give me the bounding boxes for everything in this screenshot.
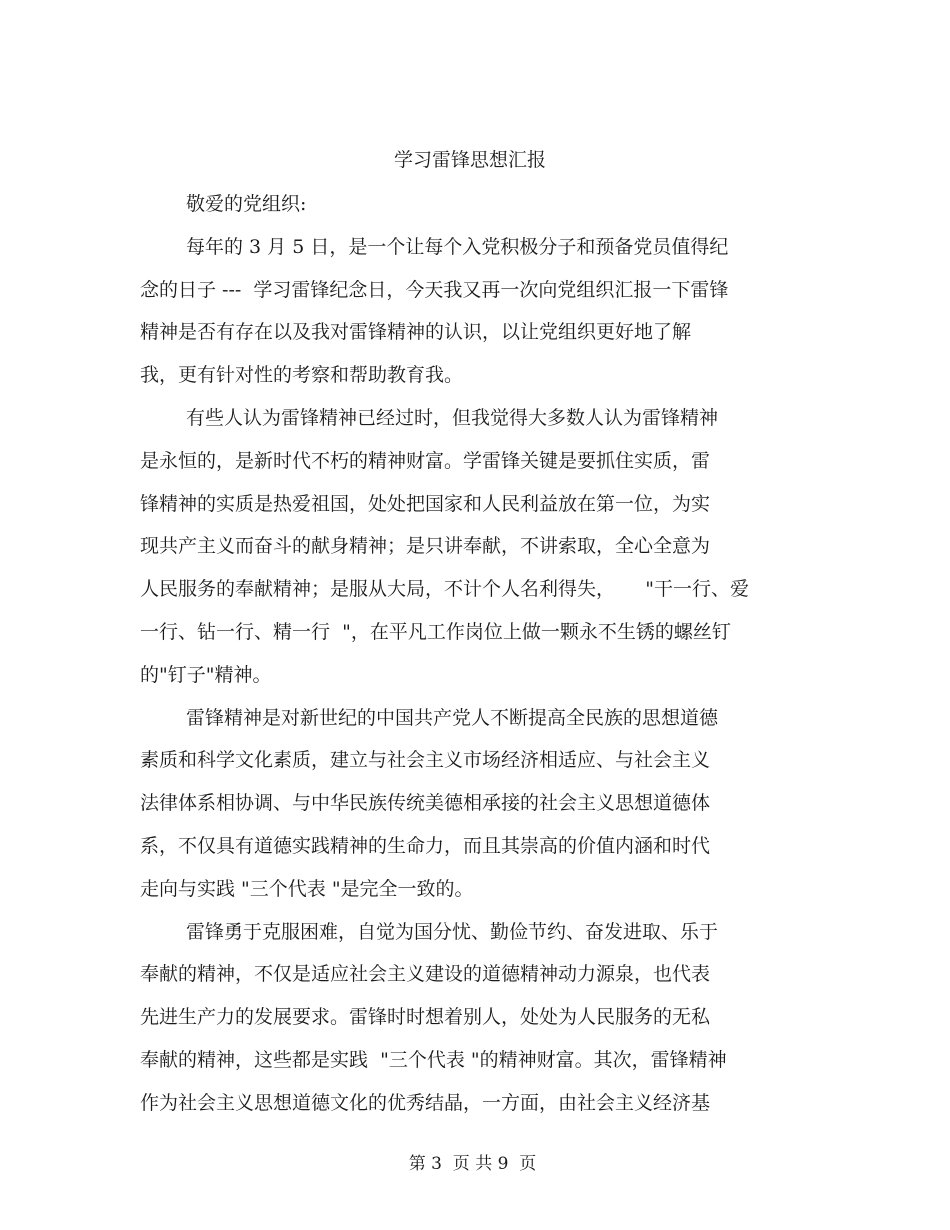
page-number-footer: 第 3 页 共 9 页 [408, 1154, 537, 1174]
body-line: 系，不仅具有道德实践精神的生命力，而且其崇高的价值内涵和时代 [140, 835, 711, 857]
salutation: 敬爱的党组织: [186, 193, 307, 215]
document-title: 学习雷锋思想汇报 [393, 149, 546, 171]
body-line: 雷锋精神是对新世纪的中国共产党人不断提高全民族的思想道德 [186, 707, 719, 729]
body-line: 走向与实践 "三个代表 "是完全一致的。 [140, 878, 474, 900]
body-line: 现共产主义而奋斗的献身精神；是只讲奉献，不讲索取，全心全意为 [140, 535, 711, 557]
body-line: 一行、钻一行、精一行 "，在平凡工作岗位上做一颗永不生锈的螺丝钉 [140, 621, 731, 643]
body-line: 精神是否有存在以及我对雷锋精神的认识，以让党组织更好地了解 [140, 321, 692, 343]
body-line: 奉献的精神，这些都是实践 "三个代表 "的精神财富。其次，雷锋精神 [140, 1049, 727, 1071]
body-line: 是永恒的，是新时代不朽的精神财富。学雷锋关键是要抓住实质，雷 [140, 450, 711, 472]
body-line: 人民服务的奉献精神；是服从大局，不计个人名利得失， "干一行、爱 [140, 578, 749, 600]
body-line: 法律体系相协调、与中华民族传统美德相承接的社会主义思想道德体 [140, 792, 711, 814]
body-line: 素质和科学文化素质，建立与社会主义市场经济相适应、与社会主义 [140, 749, 711, 771]
body-line: 作为社会主义思想道德文化的优秀结晶，一方面，由社会主义经济基 [140, 1092, 711, 1114]
body-line: 念的日子 --- 学习雷锋纪念日，今天我又再一次向党组织汇报一下雷锋 [140, 279, 729, 301]
body-line: 的"钉子"精神。 [140, 664, 272, 686]
body-line: 锋精神的实质是热爱祖国，处处把国家和人民利益放在第一位，为实 [140, 493, 711, 515]
body-line: 奉献的精神，不仅是适应社会主义建设的道德精神动力源泉，也代表 [140, 963, 711, 985]
body-line: 先进生产力的发展要求。雷锋时时想着别人，处处为人民服务的无私 [140, 1006, 711, 1028]
body-line: 有些人认为雷锋精神已经过时，但我觉得大多数人认为雷锋精神 [186, 407, 719, 429]
body-line: 雷锋勇于克服困难，自觉为国分忧、勤俭节约、奋发进取、乐于 [186, 921, 719, 943]
body-line: 每年的 3 月 5 日，是一个让每个入党积极分子和预备党员值得纪 [186, 236, 729, 258]
body-line: 我，更有针对性的考察和帮助教育我。 [140, 364, 464, 386]
